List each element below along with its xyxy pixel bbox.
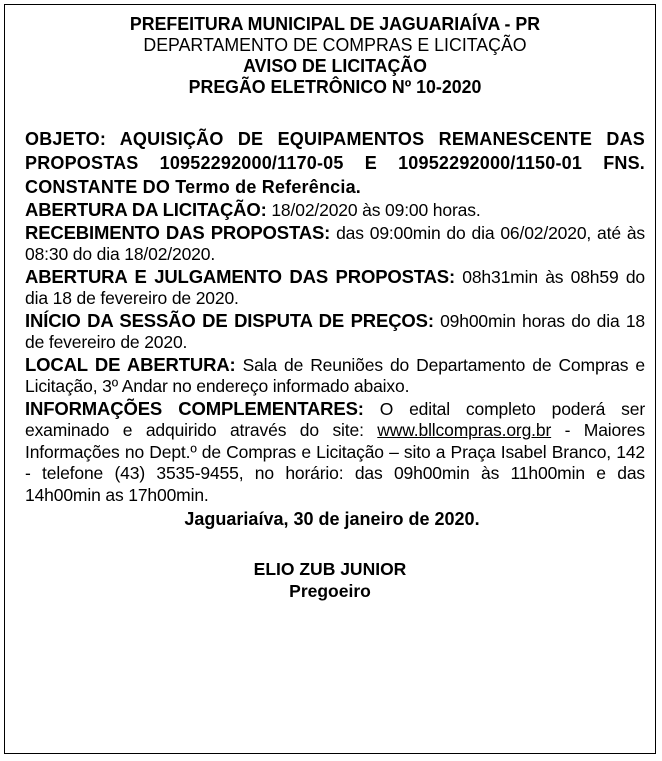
informacoes-value-before-link: O edital completo poderá ser examinado e adquirido através do site: (25, 398, 646, 440)
julgamento-paragraph (25, 266, 645, 310)
recebimento-value: das 09:00min do dia 06/02/2020, até às 08:30 do dia 18/02/2020. (25, 222, 645, 264)
informacoes-label: INFORMAÇÕES COMPLEMENTARES: (25, 397, 364, 419)
sessao-label: INÍCIO DA SESSÃO DE DISPUTA DE PREÇOS: (25, 309, 434, 331)
informacoes-paragraph (25, 398, 645, 507)
signature-name: ELIO ZUB JUNIOR (253, 559, 407, 579)
objeto-paragraph: OBJETO: AQUISIÇÃO DE EQUIPAMENTOS REMANESCENTE DAS PROPOSTAS 10952292000/1170-05 E 10952292000/1150-01 FNS. CONSTANTE DO Termo de Referência. (25, 129, 645, 197)
sessao-paragraph (25, 310, 645, 354)
signature-role: Pregoeiro (289, 581, 371, 601)
notice-body (25, 127, 645, 506)
spacer (25, 530, 645, 558)
local-value: Sala de Reuniões do Departamento de Compras e Licitação, 3º Andar no endereço informado abaixo. (25, 354, 645, 396)
recebimento-label: RECEBIMENTO DAS PROPOSTAS: (25, 221, 331, 243)
abertura-licitacao-value: 18/02/2020 às 09:00 horas. (266, 200, 481, 220)
website-link[interactable]: www.bllcompras.org.br (377, 420, 552, 440)
date-line: Jaguariaíva, 30 de janeiro de 2020. (184, 509, 480, 529)
local-label: LOCAL DE ABERTURA: (25, 353, 236, 375)
sessao-value: 09h00min horas do dia 18 de fevereiro de 2020. (25, 310, 645, 352)
bid-notice (4, 4, 656, 754)
abertura-licitacao-paragraph (25, 199, 645, 222)
julgamento-label: ABERTURA E JULGAMENTO DAS PROPOSTAS: (25, 265, 455, 287)
header-auction-number: PREGÃO ELETRÔNICO Nº 10-2020 (188, 76, 482, 97)
header-notice-title: AVISO DE LICITAÇÃO (243, 55, 427, 76)
recebimento-paragraph (25, 222, 645, 266)
spacer (25, 97, 645, 127)
abertura-licitacao-label: ABERTURA DA LICITAÇÃO: (25, 199, 267, 220)
informacoes-value-after-link: - Maiores Informações no Dept.º de Compras e Licitação – sito a Praça Isabel Branco, 142 - telefone (43) 3535-9455, no horário: das 09h00min às 11h00min e das 14h00min as 17h00min. (25, 420, 645, 505)
local-paragraph (25, 354, 645, 398)
julgamento-value: 08h31min às 08h59 do dia 18 de fevereiro de 2020. (25, 266, 645, 308)
header-municipality: PREFEITURA MUNICIPAL DE JAGUARIAÍVA - PR (129, 13, 541, 34)
header-department: DEPARTAMENTO DE COMPRAS E LICITAÇÃO (143, 34, 527, 55)
